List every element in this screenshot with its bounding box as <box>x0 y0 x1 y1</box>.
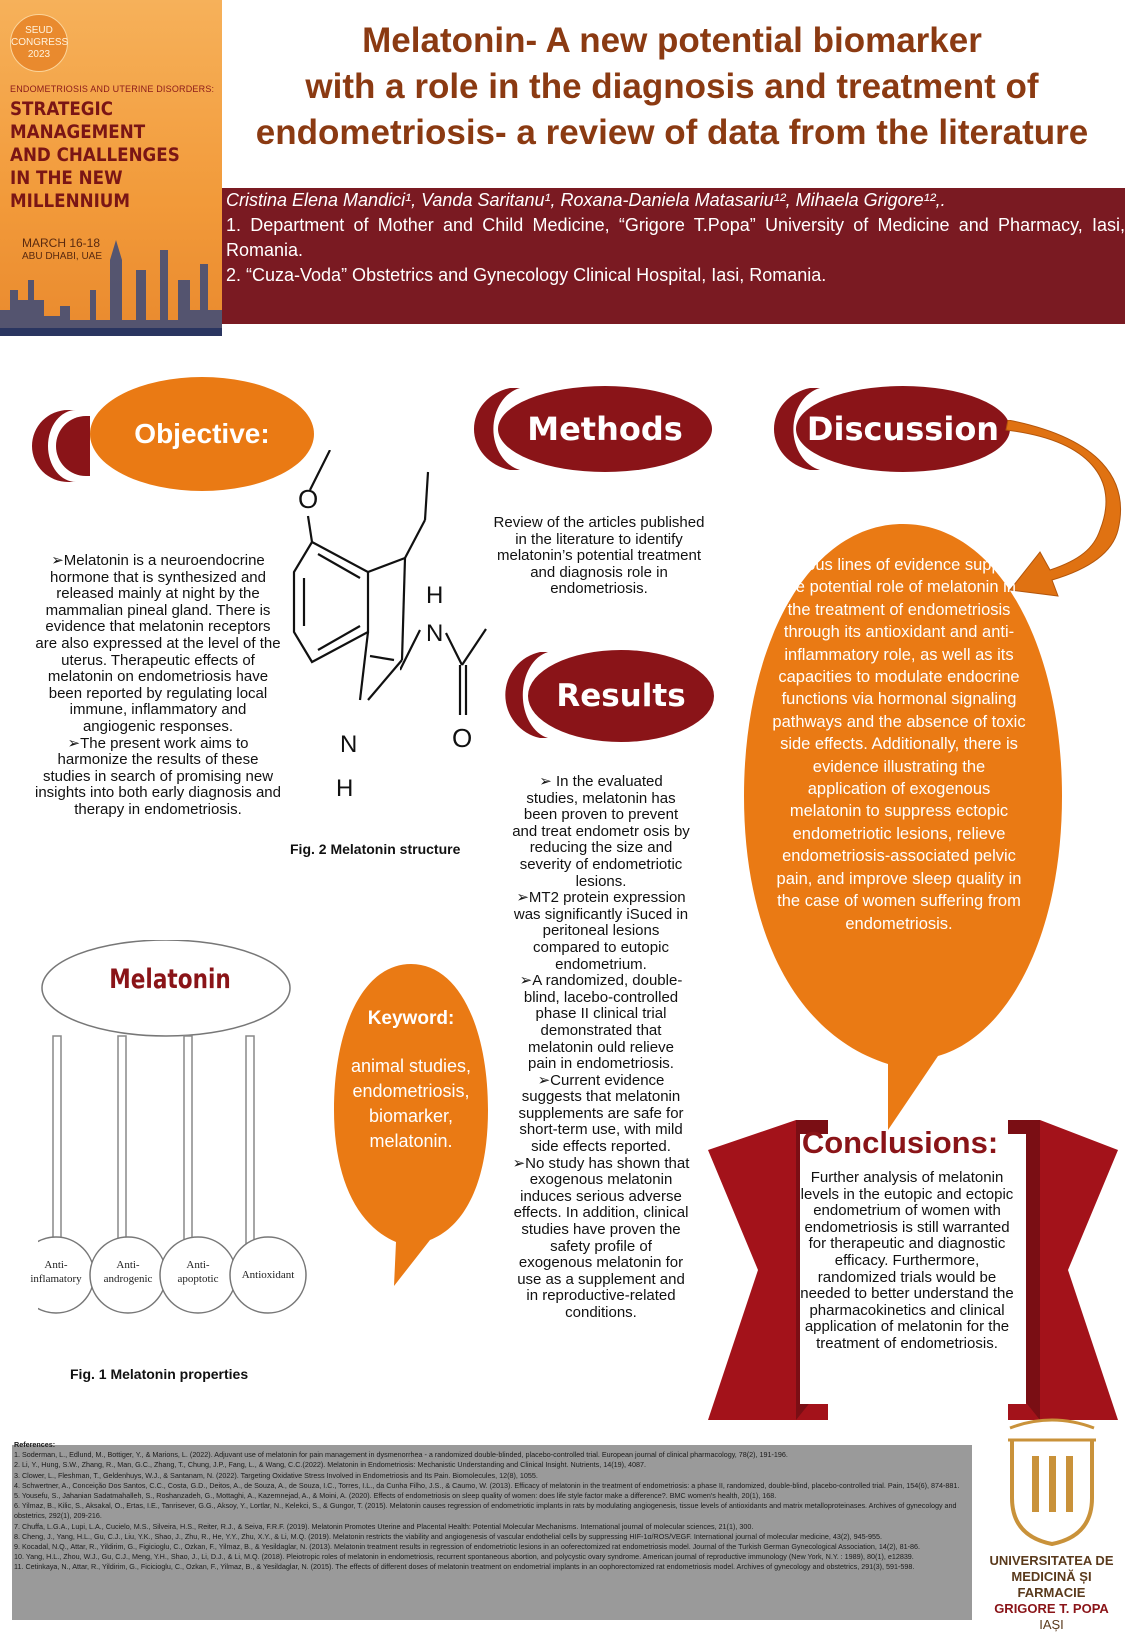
congress-subtitle: ENDOMETRIOSIS AND UTERINE DISORDERS: <box>10 84 215 94</box>
property-antioxidant: Antioxidant <box>241 1269 295 1281</box>
acetamide-side-chain <box>400 585 490 765</box>
conclusions-text: Further analysis of melatonin levels in the eutopic and ectopic endometrium of women with endometriosis is still warranted for therapeutic and diagnostic efficacy. Furthermore, randomized trials would be needed to better understand the pharmacokinetics and clinical application of melatonin for the treatment of endometriosis. <box>800 1169 1014 1352</box>
university-name <box>978 1553 1125 1633</box>
amide-hydrogen-label: H <box>426 585 444 609</box>
results-item-3: ➢A randomized, double-blind, lacebo-controlled phase II clinical trial demonstrated that melatonin ould relieve pain in endometriosis. <box>519 972 683 1073</box>
objective-bracket-icon <box>20 408 90 484</box>
keyword-text: animal studies, endometriosis, biomarker, melatonin. <box>350 1056 472 1151</box>
university-line-4: IAȘI <box>1039 1617 1064 1632</box>
references-block <box>14 1440 969 1573</box>
reference-4: 4. Schwertner, A., Conceição Dos Santos, C.C., Costa, G.D., Deitos, A., de Souza, A., de Souza, I.C., Torres, I.L., da Cunha Filho, J.S., & Caumo, W. (2013). Efficacy of melatonin in the treatment of endometriosis: a phase II, randomized, double-blind, placebo-controlled trial. Pain, 154(6), 874-881. <box>14 1480 960 1490</box>
reference-10: 10. Yang, H.L., Zhou, W.J., Gu, C.J., Meng, Y.H., Shao, J., Li, D.J., & Li, M.Q. (2018). Pleiotropic roles of melatonin in endometriosis, recurrent spontaneous abortion, and polycystic ovary syndrome. American journal of reproductive immunology (New York, N.Y. : 1989), 80(1), e12839. <box>14 1552 914 1562</box>
author-names: Cristina Elena Mandici¹, Vanda Saritanu¹, Roxana-Daniela Matasariu¹², Mihaela Grigore¹²,. <box>226 190 946 210</box>
congress-badge: SEUD CONGRESS 2023 <box>10 14 68 72</box>
property-anti-apoptotic: Anti-apoptotic <box>177 1259 219 1285</box>
results-text <box>512 774 690 1322</box>
reference-2: 2. Li, Y., Hung, S.W., Zhang, R., Man, G.C., Zhang, T., Chung, J.P., Fang, L., & Wang, C.C.(2022). Melatonin in Endometriosis: Mechanistic Understanding and Clinical Insight. Nutrients, 14(19), 4087. <box>14 1460 647 1470</box>
property-anti-androgenic: Anti-androgenic <box>103 1259 153 1285</box>
results-item-1: ➢ In the evaluated studies, melatonin has been proven to prevent and treat endometr osis by reducing the size and severity of endometriotic lesions. <box>512 773 690 890</box>
congress-date-text: MARCH 16-18 <box>22 236 101 250</box>
university-line-3: GRIGORE T. POPA <box>994 1601 1109 1616</box>
keyword-heading: Keyword: <box>367 1008 455 1029</box>
objective-paragraph-1: ➢Melatonin is a neuroendocrine hormone that is synthesized and released mainly at night by the mammalian pineal gland. There is evidence that melatonin receptors are also expressed at the level of the uterus. Therapeutic effects of melatonin on endometriosis have been reported by regulating local immune, inflammatory and angiogenic responses. <box>35 552 281 735</box>
methods-heading: Methods <box>498 386 712 472</box>
indole-hydrogen-label: H <box>336 775 354 802</box>
results-heading: Results <box>528 650 714 742</box>
reference-7: 7. Chuffa, L.G.A., Lupi, L.A., Cucielo, M.S., Silveira, H.S., Reiter, R.J., & Seiva, F.R.F. (2019). Melatonin Promotes Uterine and Placental Health: Potential Molecular Mechanisms. International journal of molecular sciences, 21(1), 300. <box>14 1521 754 1531</box>
university-line-1: UNIVERSITATEA DE <box>989 1553 1114 1568</box>
reference-6: 6. Yilmaz, B., Kilic, S., Aksakal, O., Ertas, I.E., Tanrisever, G.G., Aksoy, Y., Lortlar, N., Kelekci, S., & Gungor, T. (2015). Melatonin causes regression of endometriotic implants in rats by modulating angiogenesis, tissue levels of antioxidants and matrix metalloproteinases. Archives of gynecology and obstetrics, 292(1), 209-216. <box>14 1501 957 1521</box>
reference-3: 3. Clower, L., Fleshman, T., Geldenhuys, W.J., & Santanam, N. (2022). Targeting Oxidative Stress Involved in Endometriosis and Its Pain. Biomolecules, 12(8), 1055. <box>14 1470 538 1480</box>
authors-banner <box>222 188 1125 324</box>
discussion-heading: Discussion <box>796 386 1010 472</box>
discussion-text: Various lines of evidence support the potential role of melatonin in the treatment of endometriosis through its antioxidant and anti-inflammatory role, as well as its capacities to modulate endocrine functions via hormonal signaling pathways and the absence of toxic side effects. Additionally, there is evidence illustrating the application of exogenous melatonin to suppress ectopic endometriotic lesions, relieve endometriosis-associated pelvic pain, and improve sleep quality in the case of women suffering from endometriosis. <box>772 556 1026 933</box>
title-line-2: with a role in the diagnosis and treatment of <box>305 67 1039 106</box>
results-item-4: ➢Current evidence suggests that melatonin supplements are safe for short-term use, with mild side effects reported. <box>518 1071 684 1156</box>
results-item-5: ➢No study has shown that exogenous melatonin induces serious adverse effects. In addition, clinical studies have proven the safety profile of exogenous melatonin for use as a supplement and in reproductive-related conditions. <box>512 1154 690 1321</box>
university-line-2: MEDICINĂ ȘI FARMACIE <box>1011 1569 1092 1600</box>
methoxy-oxygen-label: O <box>298 484 319 514</box>
title-line-1: Melatonin- A new potential biomarker <box>362 21 982 60</box>
melatonin-properties-diagram <box>38 940 308 1350</box>
references-heading: References: <box>14 1440 56 1449</box>
congress-dates <box>22 236 132 264</box>
conclusions-heading: Conclusions: <box>801 1125 999 1160</box>
reference-5: 5. Yousefu, S., Jahanian Sadatmahalleh, S., Roshanzadeh, G., Mottaghi, A., Kazemnejad, A., & Moini, A. (2020). Effects of endometriosis on sleep quality of women: does life style factor make a difference?. BMC women's health, 20(1), 168. <box>14 1491 777 1501</box>
reference-11: 11. Cetinkaya, N., Attar, R., Yildirim, G., Ficicioglu, C., Ozkan, F., Yilmaz, B., & Yesildaglar, N. (2015). The effects of different doses of melatonin treatment on endometrial implants in an oophorectomized rat endometriosis model. Archives of gynecology and obstetrics, 291(3), 591-598. <box>14 1562 915 1572</box>
property-anti-inflamatory: Anti-inflamatory <box>30 1259 82 1285</box>
reference-9: 9. Kocadal, N.Q., Attar, R., Yildirim, G., Figicioglu, C., Ozkan, F., Yilmaz, B., & Yesildaglar, N. (2013). Melatonin treatment results in regression of endometriotic lesions in an ooferectomized rat endometriosis model. Journal of the Turkish German Gynecological Association, 14(2), 81-86. <box>14 1542 921 1552</box>
objective-paragraph-2: ➢The present work aims to harmonize the results of these studies in search of promising new insights into both early diagnosis and therapy in endometriosis. <box>35 734 281 818</box>
university-crest-icon <box>1002 1418 1102 1546</box>
poster-title <box>222 18 1122 156</box>
congress-location-text: ABU DHABI, UAE <box>22 251 103 262</box>
affiliation-2: 2. “Cuza-Voda” Obstetrics and Gynecology Clinical Hospital, Iasi, Romania. <box>226 265 827 285</box>
figure2-caption: Fig. 2 Melatonin structure <box>290 841 461 857</box>
affiliation-1: 1. Department of Mother and Child Medicine, “Grigore T.Popa” University of Medicine and Pharmacy, Iasi, Romania. <box>226 215 1125 260</box>
methods-text: Review of the articles published in the literature to identify melatonin’s potential treatment and diagnosis role in endometriosis. <box>493 514 705 598</box>
title-line-3: endometriosis- a review of data from the literature <box>255 113 1089 152</box>
amide-nitrogen-label: N <box>426 620 444 647</box>
congress-title: STRATEGIC MANAGEMENT AND CHALLENGES IN THE NEW MILLENNIUM <box>10 98 180 212</box>
indole-nitrogen-label: N <box>340 731 358 758</box>
results-item-2: ➢MT2 protein expression was significantly iSuced in peritoneal lesions compared to eutopic endometrium. <box>513 889 689 973</box>
reference-8: 8. Cheng, J., Yang, H.L., Gu, C.J., Liu, Y.K., Shao, J., Zhu, R., He, Y.Y., Zhu, X.Y., & Li, M.Q. (2019). Melatonin restricts the viability and angiogenesis of vascular endothelial cells by suppressing HIF-1α/ROS/VEGF. International journal of molecular medicine, 43(2), 945-955. <box>14 1531 883 1541</box>
objective-text <box>34 553 282 819</box>
figure1-caption: Fig. 1 Melatonin properties <box>70 1366 249 1382</box>
carbonyl-oxygen-label: O <box>452 723 473 753</box>
melatonin-center-label: Melatonin <box>109 964 231 995</box>
objective-heading: Objective: <box>90 377 314 491</box>
reference-1: 1. Soderman, L., Edlund, M., Bottiger, Y., & Marions, L. (2022). Adjuvant use of melatonin for pain management in dysmenorrhea - a randomized double-blinded, placebo-controlled trial. European journal of clinical pharmacology, 78(2), 191-196. <box>14 1450 788 1460</box>
